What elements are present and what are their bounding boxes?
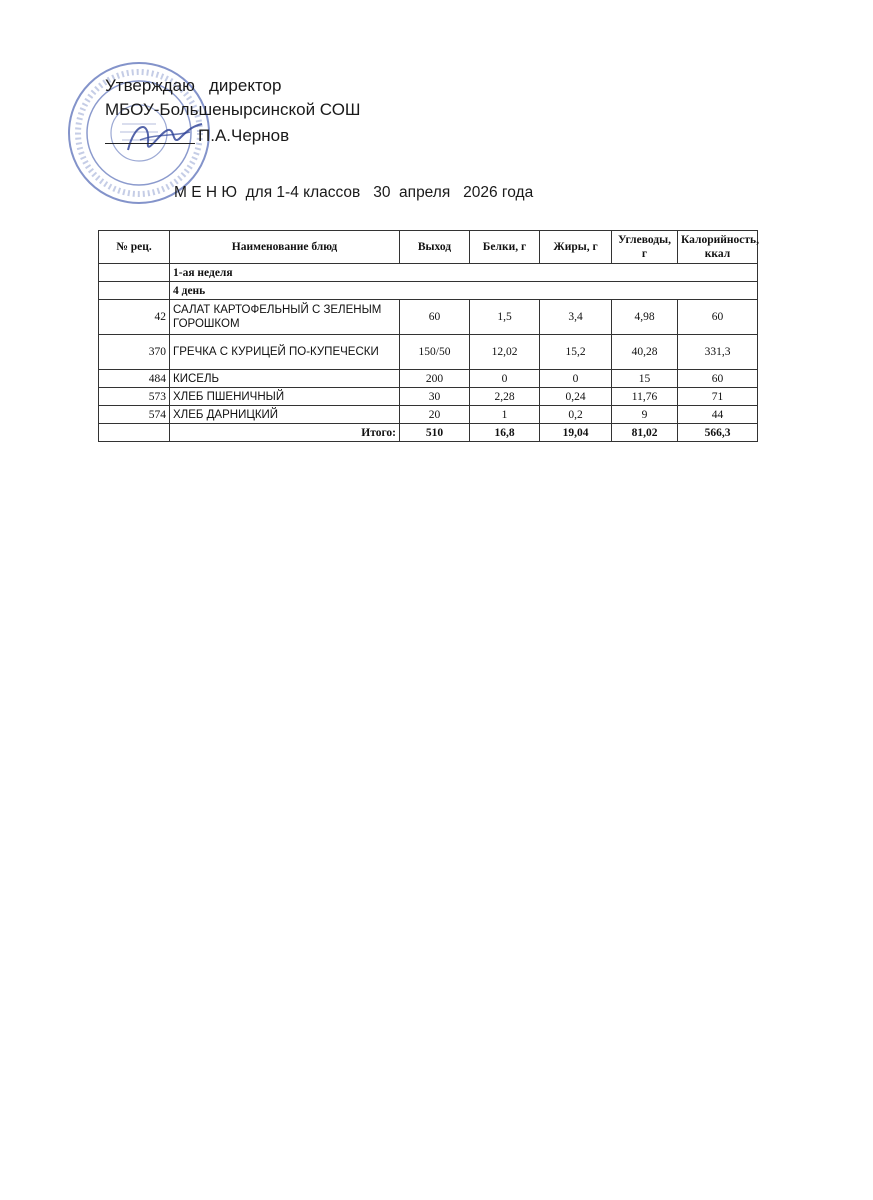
cell-protein: 0 bbox=[470, 370, 540, 388]
cell-carbs: 11,76 bbox=[612, 388, 678, 406]
cell-protein: 12,02 bbox=[470, 335, 540, 370]
signature-line bbox=[105, 143, 195, 144]
cell-rec: 370 bbox=[99, 335, 170, 370]
cell-name: САЛАТ КАРТОФЕЛЬНЫЙ С ЗЕЛЕНЫМ ГОРОШКОМ bbox=[170, 300, 400, 335]
cell-yield: 30 bbox=[400, 388, 470, 406]
menu-title: М Е Н Ю для 1-4 классов 30 апреля 2026 года bbox=[174, 184, 534, 201]
cell-carbs: 15 bbox=[612, 370, 678, 388]
cell-carbs: 4,98 bbox=[612, 300, 678, 335]
cell-yield: 150/50 bbox=[400, 335, 470, 370]
table-row bbox=[99, 300, 758, 335]
cell-kcal: 44 bbox=[678, 406, 758, 424]
cell-rec: 574 bbox=[99, 406, 170, 424]
cell-yield: 20 bbox=[400, 406, 470, 424]
cell-protein: 1,5 bbox=[470, 300, 540, 335]
approval-line-school: МБОУ-Большенырсинской СОШ bbox=[105, 100, 361, 119]
total-fat: 19,04 bbox=[540, 424, 612, 442]
table-header-row bbox=[99, 231, 758, 264]
cell-kcal: 71 bbox=[678, 388, 758, 406]
header-yield: Выход bbox=[400, 231, 470, 264]
cell-fat: 15,2 bbox=[540, 335, 612, 370]
approval-line-title: Утверждаю директор bbox=[105, 76, 282, 95]
header-carbs: Углеводы, г bbox=[612, 231, 678, 264]
cell-kcal: 331,3 bbox=[678, 335, 758, 370]
total-protein: 16,8 bbox=[470, 424, 540, 442]
cell-carbs: 40,28 bbox=[612, 335, 678, 370]
cell-fat: 3,4 bbox=[540, 300, 612, 335]
cell-fat: 0 bbox=[540, 370, 612, 388]
cell-rec: 484 bbox=[99, 370, 170, 388]
cell-rec: 573 bbox=[99, 388, 170, 406]
approval-line-name: П.А.Чернов bbox=[198, 126, 290, 145]
header-protein: Белки, г bbox=[470, 231, 540, 264]
table-row bbox=[99, 335, 758, 370]
cell-fat: 0,2 bbox=[540, 406, 612, 424]
cell-carbs: 9 bbox=[612, 406, 678, 424]
total-kcal: 566,3 bbox=[678, 424, 758, 442]
cell-name: ХЛЕБ ПШЕНИЧНЫЙ bbox=[170, 388, 400, 406]
cell-protein: 1 bbox=[470, 406, 540, 424]
header-rec: № рец. bbox=[99, 231, 170, 264]
total-row bbox=[99, 424, 758, 442]
week-label: 1-ая неделя bbox=[170, 264, 758, 282]
cell-protein: 2,28 bbox=[470, 388, 540, 406]
cell-rec: 42 bbox=[99, 300, 170, 335]
day-label: 4 день bbox=[170, 282, 758, 300]
cell-fat: 0,24 bbox=[540, 388, 612, 406]
cell-name: ГРЕЧКА С КУРИЦЕЙ ПО-КУПЕЧЕСКИ bbox=[170, 335, 400, 370]
total-carbs: 81,02 bbox=[612, 424, 678, 442]
header-kcal: Калорийность, ккал bbox=[678, 231, 758, 264]
table-row bbox=[99, 370, 758, 388]
header-name: Наименование блюд bbox=[170, 231, 400, 264]
cell-kcal: 60 bbox=[678, 300, 758, 335]
cell-kcal: 60 bbox=[678, 370, 758, 388]
table-row bbox=[99, 388, 758, 406]
week-row bbox=[99, 264, 758, 282]
total-label: Итого: bbox=[170, 424, 400, 442]
header-fat: Жиры, г bbox=[540, 231, 612, 264]
table-row bbox=[99, 406, 758, 424]
cell-yield: 200 bbox=[400, 370, 470, 388]
cell-yield: 60 bbox=[400, 300, 470, 335]
cell-name: ХЛЕБ ДАРНИЦКИЙ bbox=[170, 406, 400, 424]
day-row bbox=[99, 282, 758, 300]
total-yield: 510 bbox=[400, 424, 470, 442]
cell-name: КИСЕЛЬ bbox=[170, 370, 400, 388]
menu-table bbox=[98, 230, 758, 442]
